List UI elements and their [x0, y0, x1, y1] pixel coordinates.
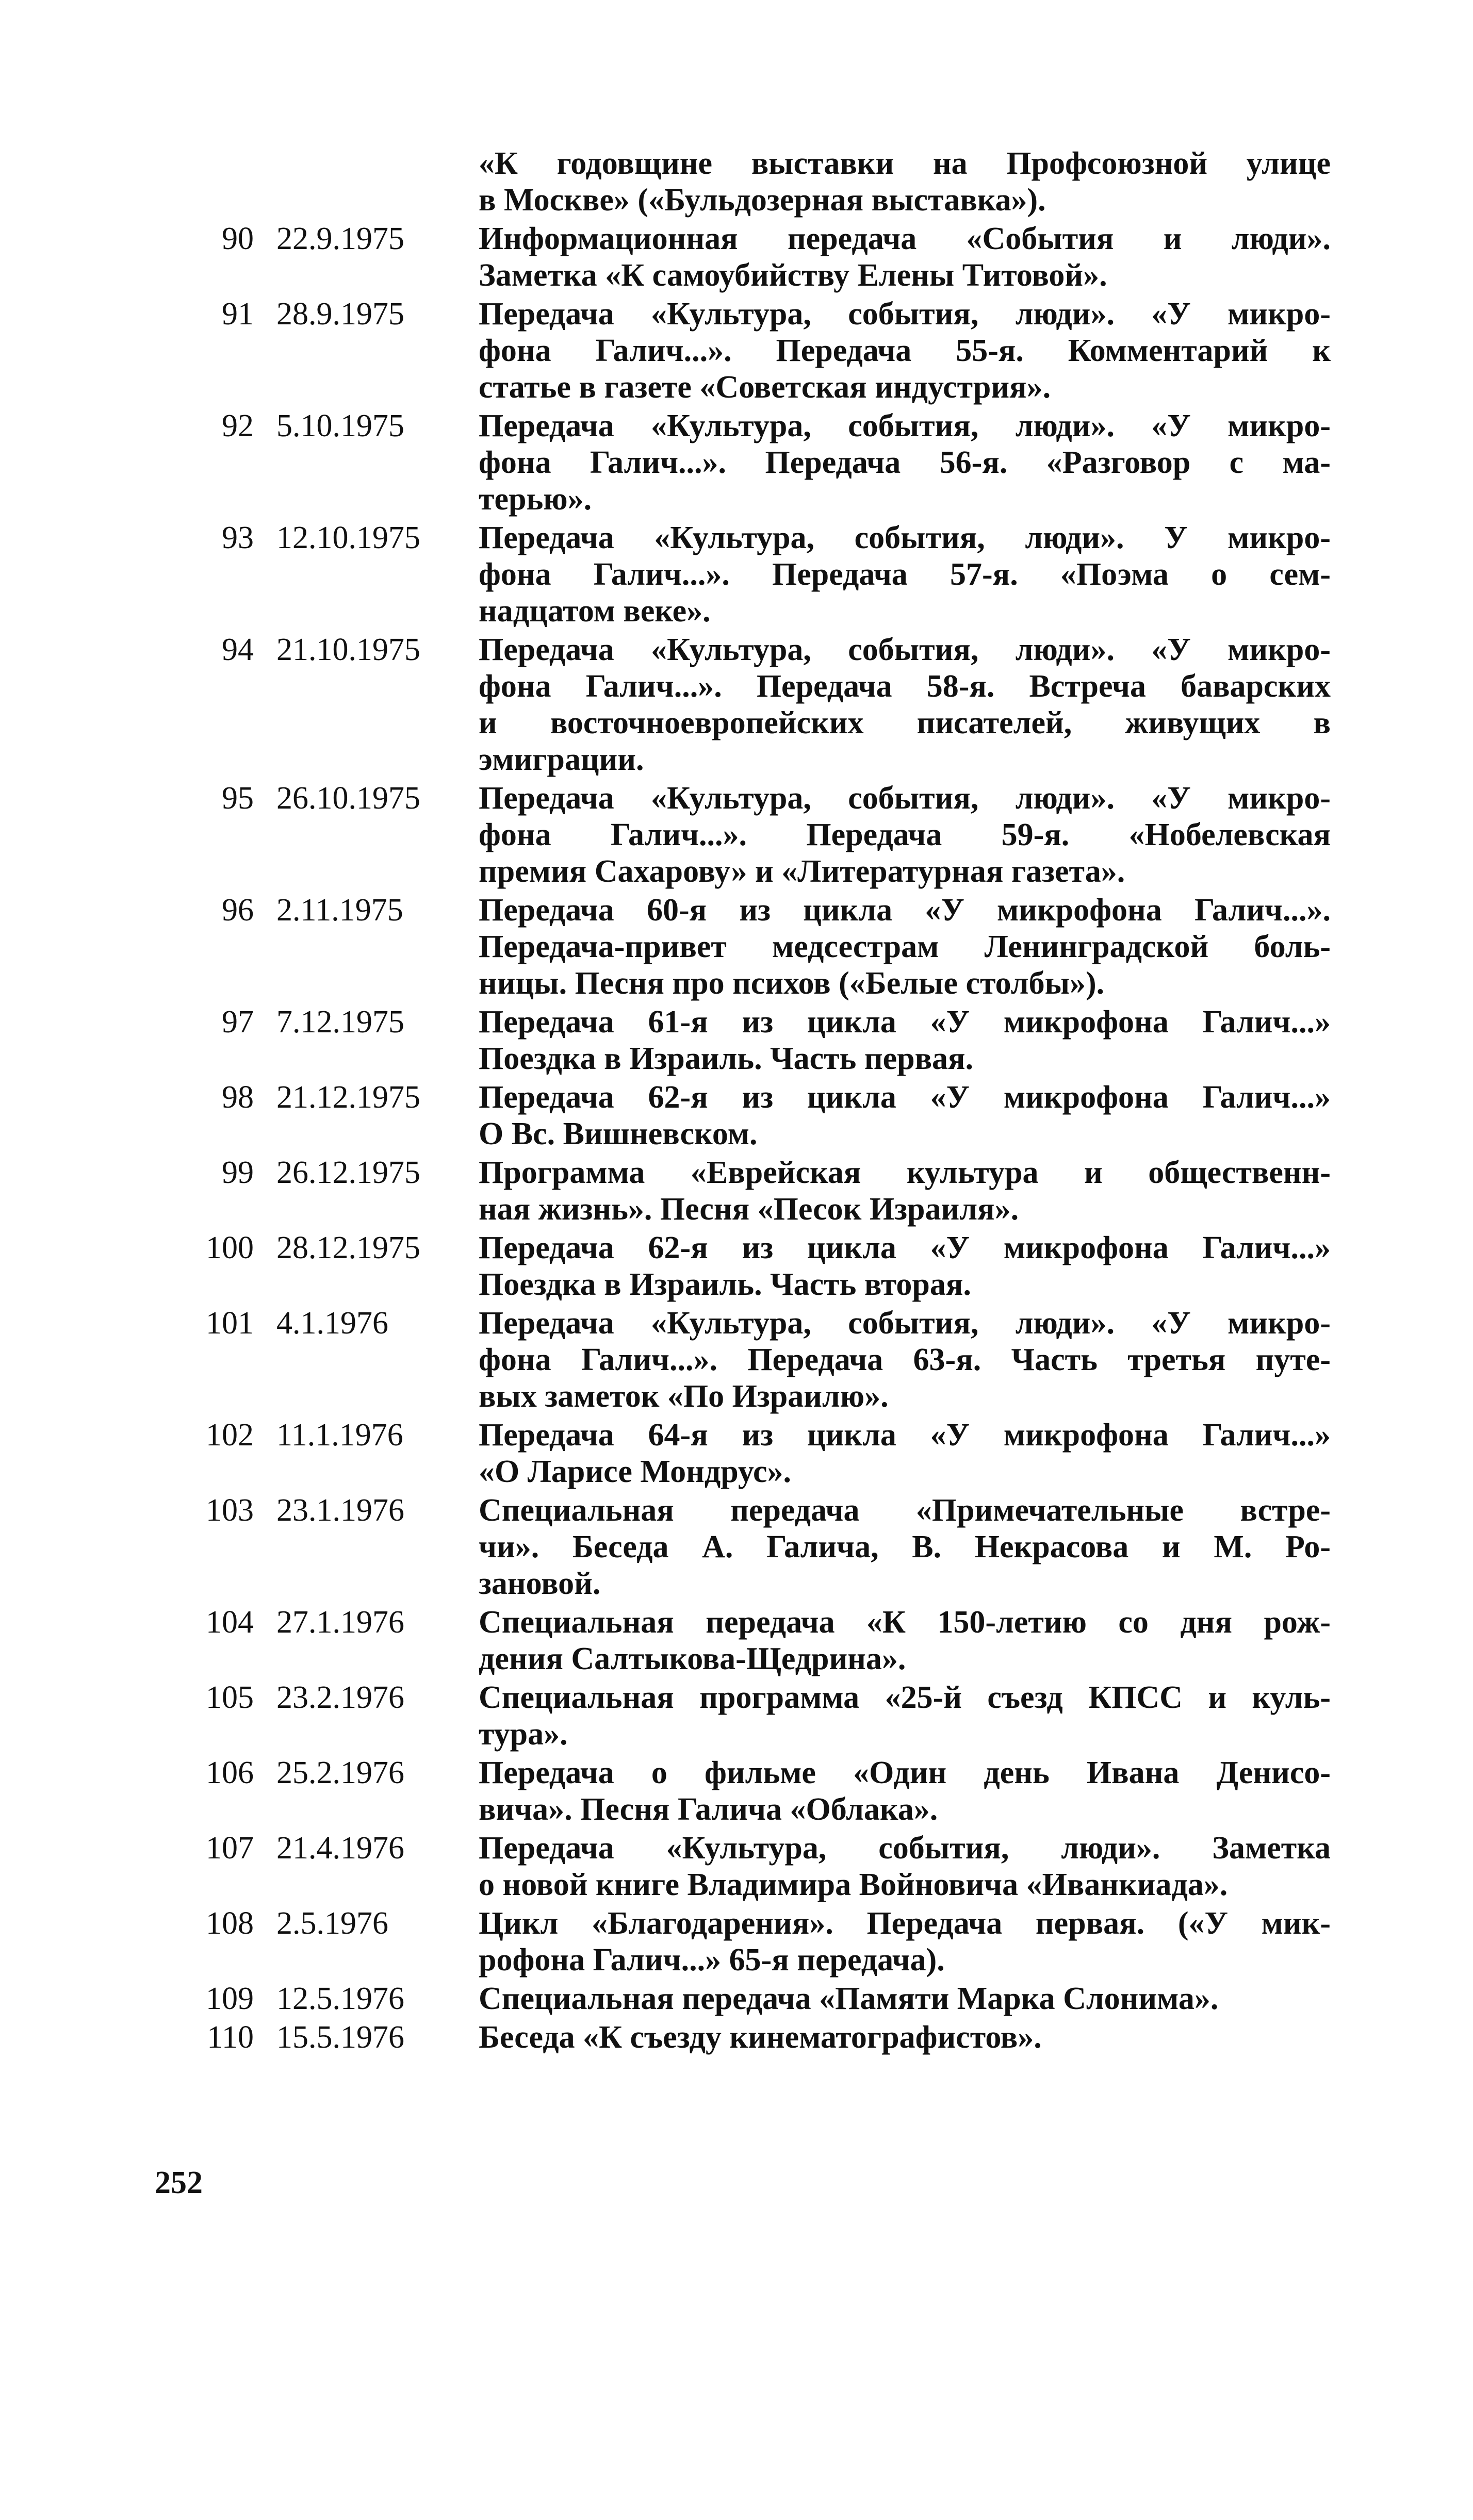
entry-date: 7.12.1975 — [276, 1004, 404, 1040]
entry-description — [479, 1981, 1331, 2017]
description-line: Передача «Культура, события, люди». Заметка — [479, 1831, 1331, 1866]
entry-description — [479, 1604, 1331, 1677]
description-line: Передача 60-я из цикла «У микрофона Галич...». — [479, 893, 1331, 928]
list-item — [170, 2019, 1331, 2056]
entry-date: 28.12.1975 — [276, 1230, 420, 1265]
description-line: Поездка в Израиль. Часть вторая. — [479, 1267, 971, 1302]
entry-date: 12.5.1976 — [276, 1981, 404, 2016]
description-line: о новой книге Владимира Войновича «Иванкиада». — [479, 1867, 1228, 1902]
description-line: Заметка «К самоубийству Елены Титовой». — [479, 258, 1107, 293]
entry-number: 105 — [206, 1680, 254, 1715]
list-item — [170, 1604, 1331, 1677]
entry-date: 21.4.1976 — [276, 1831, 404, 1866]
list-item — [170, 1981, 1331, 2017]
entry-date: 15.5.1976 — [276, 2020, 404, 2055]
entry-description — [479, 892, 1331, 1002]
list-item — [170, 1417, 1331, 1490]
entry-description — [479, 1155, 1331, 1228]
list-item — [170, 1230, 1331, 1303]
description-line: Передача-привет медсестрам Ленинградской боль- — [479, 929, 1331, 964]
description-line: статье в газете «Советская индустрия». — [479, 370, 1051, 405]
description-line: «О Ларисе Мондрус». — [479, 1454, 791, 1489]
description-line: Передача 64-я из цикла «У микрофона Галич...» — [479, 1418, 1331, 1453]
entry-description — [479, 1004, 1331, 1077]
description-line: фона Галич...». Передача 59-я. «Нобелевская — [479, 817, 1331, 852]
description-line: Программа «Еврейская культура и общественн- — [479, 1155, 1331, 1190]
list-item — [170, 1905, 1331, 1979]
description-line: Передача «Культура, события, люди». «У микро- — [479, 408, 1331, 443]
description-line: Передача 62-я из цикла «У микрофона Галич...» — [479, 1080, 1331, 1115]
entry-number: 108 — [206, 1906, 254, 1941]
description-line: чи». Беседа А. Галича, В. Некрасова и М. Ро- — [479, 1529, 1331, 1564]
entry-description — [479, 1755, 1331, 1828]
entry-date: 2.5.1976 — [276, 1906, 388, 1941]
description-line: Передача о фильме «Один день Ивана Денисо- — [479, 1755, 1331, 1790]
list-item — [170, 1755, 1331, 1828]
entry-date: 21.10.1975 — [276, 632, 420, 667]
entry-number: 97 — [222, 1004, 254, 1040]
description-line: вича». Песня Галича «Облака». — [479, 1792, 938, 1827]
entry-number: 95 — [222, 781, 254, 816]
description-line: Передача «Культура, события, люди». «У микро- — [479, 781, 1331, 816]
entry-description — [479, 145, 1331, 219]
entry-description — [479, 296, 1331, 406]
entry-description — [479, 1079, 1331, 1152]
entry-number: 102 — [206, 1418, 254, 1453]
entry-number: 91 — [222, 297, 254, 332]
entry-number: 98 — [222, 1080, 254, 1115]
entry-description — [479, 1830, 1331, 1903]
list-item — [170, 780, 1331, 890]
entry-date: 26.10.1975 — [276, 781, 420, 816]
entry-date: 26.12.1975 — [276, 1155, 420, 1190]
description-line: Информационная передача «События и люди». — [479, 221, 1331, 256]
entry-description — [479, 1230, 1331, 1303]
list-item — [170, 1004, 1331, 1077]
entry-description — [479, 408, 1331, 518]
entry-description — [479, 221, 1331, 294]
entry-number: 104 — [206, 1605, 254, 1640]
entry-number: 93 — [222, 520, 254, 555]
list-item — [170, 1492, 1331, 1602]
entry-description — [479, 1679, 1331, 1753]
list-item — [170, 1679, 1331, 1753]
entry-description — [479, 1417, 1331, 1490]
entry-description — [479, 1905, 1331, 1979]
entry-date: 5.10.1975 — [276, 408, 404, 443]
description-line: Передача «Культура, события, люди». «У микро- — [479, 1306, 1331, 1341]
description-line: Специальная передача «К 150-летию со дня рож- — [479, 1605, 1331, 1640]
entry-description — [479, 632, 1331, 778]
description-line: в Москве» («Бульдозерная выставка»). — [479, 183, 1046, 218]
entry-date: 25.2.1976 — [276, 1755, 404, 1790]
list-item — [170, 408, 1331, 518]
entry-date: 4.1.1976 — [276, 1306, 388, 1341]
entry-number: 99 — [222, 1155, 254, 1190]
description-line: фона Галич...». Передача 56-я. «Разговор с ма- — [479, 445, 1331, 480]
entry-number: 100 — [206, 1230, 254, 1265]
entry-number: 101 — [206, 1306, 254, 1341]
description-line: фона Галич...». Передача 57-я. «Поэма о сем- — [479, 557, 1331, 592]
entry-date: 11.1.1976 — [276, 1418, 403, 1453]
entry-date: 23.2.1976 — [276, 1680, 404, 1715]
description-line: Передача 62-я из цикла «У микрофона Галич...» — [479, 1230, 1331, 1265]
description-line: и восточноевропейских писателей, живущих в — [479, 705, 1331, 740]
entry-description — [479, 780, 1331, 890]
description-line: «К годовщине выставки на Профсоюзной улице — [479, 146, 1331, 181]
description-line: Специальная передача «Памяти Марка Слонима». — [479, 1981, 1219, 2016]
entry-number: 92 — [222, 408, 254, 443]
list-item — [170, 632, 1331, 778]
entry-description — [479, 1492, 1331, 1602]
description-line: Цикл «Благодарения». Передача первая. («У мик- — [479, 1906, 1331, 1941]
entry-number: 94 — [222, 632, 254, 667]
entry-date: 12.10.1975 — [276, 520, 420, 555]
entry-number: 90 — [222, 221, 254, 256]
description-line: дения Салтыкова-Щедрина». — [479, 1641, 906, 1676]
list-item — [170, 1305, 1331, 1415]
description-line: О Вс. Вишневском. — [479, 1116, 758, 1151]
description-line: зановой. — [479, 1566, 601, 1601]
description-line: Передача «Культура, события, люди». У микро- — [479, 520, 1331, 555]
list-item — [170, 892, 1331, 1002]
description-line: Передача 61-я из цикла «У микрофона Галич...» — [479, 1004, 1331, 1040]
list-item — [170, 296, 1331, 406]
entry-number: 103 — [206, 1493, 254, 1528]
page-number: 252 — [155, 2165, 203, 2200]
entry-number: 96 — [222, 893, 254, 928]
list-item — [170, 145, 1331, 219]
entry-description — [479, 1305, 1331, 1415]
list-item — [170, 1079, 1331, 1152]
broadcast-list — [170, 145, 1331, 2058]
description-line: эмиграции. — [479, 742, 644, 777]
description-line: Специальная передача «Примечательные встре- — [479, 1493, 1331, 1528]
description-line: Передача «Культура, события, люди». «У микро- — [479, 632, 1331, 667]
list-item — [170, 221, 1331, 294]
description-line: надцатом веке». — [479, 594, 711, 629]
entry-description — [479, 520, 1331, 630]
entry-date: 22.9.1975 — [276, 221, 404, 256]
list-item — [170, 1155, 1331, 1228]
description-line: ная жизнь». Песня «Песок Израиля». — [479, 1192, 1019, 1227]
entry-date: 21.12.1975 — [276, 1080, 420, 1115]
entry-date: 2.11.1975 — [276, 893, 403, 928]
list-item — [170, 520, 1331, 630]
list-item — [170, 1830, 1331, 1903]
entry-date: 27.1.1976 — [276, 1605, 404, 1640]
entry-date: 23.1.1976 — [276, 1493, 404, 1528]
entry-number: 106 — [206, 1755, 254, 1790]
description-line: Передача «Культура, события, люди». «У микро- — [479, 297, 1331, 332]
entry-number: 110 — [207, 2020, 254, 2055]
description-line: премия Сахарову» и «Литературная газета». — [479, 854, 1125, 889]
description-line: рофона Галич...» 65-я передача). — [479, 1942, 945, 1978]
description-line: тура». — [479, 1717, 568, 1752]
description-line: вых заметок «По Израилю». — [479, 1379, 889, 1414]
description-line: Беседа «К съезду кинематографистов». — [479, 2020, 1042, 2055]
description-line: фона Галич...». Передача 63-я. Часть третья путе- — [479, 1342, 1331, 1377]
description-line: ницы. Песня про психов («Белые столбы»). — [479, 966, 1105, 1001]
entry-number: 109 — [206, 1981, 254, 2016]
entry-number: 107 — [206, 1831, 254, 1866]
description-line: фона Галич...». Передача 58-я. Встреча баварских — [479, 669, 1331, 704]
entry-date: 28.9.1975 — [276, 297, 404, 332]
description-line: терью». — [479, 482, 592, 517]
entry-description — [479, 2019, 1331, 2056]
description-line: Специальная программа «25-й съезд КПСС и куль- — [479, 1680, 1331, 1715]
description-line: Поездка в Израиль. Часть первая. — [479, 1041, 974, 1076]
description-line: фона Галич...». Передача 55-я. Комментарий к — [479, 333, 1331, 368]
